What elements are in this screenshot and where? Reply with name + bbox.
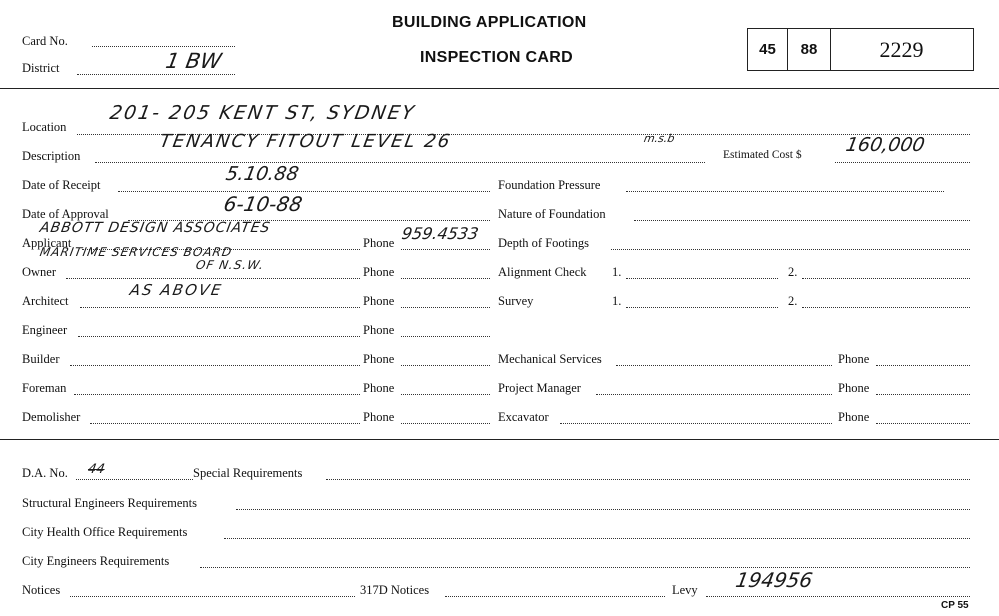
- applicant-label: Applicant: [22, 236, 72, 250]
- district-value: 1 BW: [163, 49, 224, 73]
- da-no-label: D.A. No.: [22, 466, 68, 480]
- project-manager-label: Project Manager: [498, 381, 581, 395]
- alignment-check-1-line: [626, 278, 778, 279]
- form-title-line2: INSPECTION CARD: [420, 49, 573, 66]
- depth-of-footings-label: Depth of Footings: [498, 236, 589, 250]
- alignment-check-2-line: [802, 278, 970, 279]
- ref-box-3: 2229: [879, 36, 924, 62]
- card-no-line: [92, 46, 235, 47]
- special-requirements-label: Special Requirements: [193, 466, 303, 480]
- levy-line: [706, 596, 970, 597]
- description-line: [95, 162, 705, 163]
- da-no-value: 44: [86, 462, 106, 477]
- city-engineers-label: City Engineers Requirements: [22, 554, 170, 568]
- date-of-receipt-label: Date of Receipt: [22, 178, 101, 192]
- architect-label: Architect: [22, 294, 69, 308]
- date-of-approval-label: Date of Approval: [22, 207, 109, 221]
- notices-line: [70, 596, 355, 597]
- foreman-line: [74, 394, 360, 395]
- owner-phone-label: Phone: [363, 265, 395, 279]
- demolisher-line: [90, 423, 360, 424]
- survey-2-line: [802, 307, 970, 308]
- special-requirements-line: [326, 479, 970, 480]
- owner-value-line2: OF N.S.W.: [194, 258, 266, 272]
- foundation-pressure-label: Foundation Pressure: [498, 178, 601, 192]
- ref-box-2: 88: [788, 29, 831, 70]
- survey-1-label: 1.: [612, 294, 622, 308]
- notices-label: Notices: [22, 583, 61, 597]
- alignment-check-2-label: 2.: [788, 265, 798, 279]
- da-no-line: [76, 479, 193, 480]
- mechanical-services-line: [616, 365, 832, 366]
- foundation-pressure-line: [626, 191, 944, 192]
- card-no-label: Card No.: [22, 34, 68, 48]
- form-code: CP 55: [941, 600, 969, 611]
- applicant-value: ABBOTT DESIGN ASSOCIATES: [38, 220, 272, 236]
- mechanical-phone-label: Phone: [838, 352, 870, 366]
- levy-label: Levy: [672, 583, 698, 597]
- foreman-phone-label: Phone: [363, 381, 395, 395]
- builder-line: [70, 365, 360, 366]
- city-health-label: City Health Office Requirements: [22, 525, 188, 539]
- estimated-cost-value: 160,000: [844, 134, 927, 156]
- applicant-phone-line: [401, 249, 490, 250]
- builder-phone-label: Phone: [363, 352, 395, 366]
- owner-phone-line: [401, 278, 490, 279]
- date-of-approval-value: 6-10-88: [221, 192, 305, 216]
- alignment-check-1-label: 1.: [612, 265, 622, 279]
- section-divider-top: [0, 88, 999, 89]
- project-manager-phone-line: [876, 394, 970, 395]
- excavator-line: [560, 423, 832, 424]
- survey-label: Survey: [498, 294, 534, 308]
- depth-of-footings-line: [611, 249, 970, 250]
- engineer-line: [78, 336, 360, 337]
- excavator-phone-line: [876, 423, 970, 424]
- estimated-cost-line: [835, 162, 970, 163]
- location-label: Location: [22, 120, 67, 134]
- levy-value: 194956: [733, 568, 815, 592]
- mechanical-services-label: Mechanical Services: [498, 352, 602, 366]
- owner-line: [66, 278, 360, 279]
- architect-line: [80, 307, 360, 308]
- city-engineers-line: [200, 567, 970, 568]
- applicant-phone-value: 959.4533: [400, 224, 481, 243]
- estimated-cost-label: Estimated Cost $: [723, 149, 802, 161]
- excavator-label: Excavator: [498, 410, 549, 424]
- description-value: TENANCY FITOUT LEVEL 26: [158, 131, 454, 152]
- architect-value: AS ABOVE: [128, 281, 225, 299]
- owner-label: Owner: [22, 265, 57, 279]
- section-divider-bottom: [0, 439, 999, 440]
- excavator-phone-label: Phone: [838, 410, 870, 424]
- date-of-receipt-value: 5.10.88: [224, 163, 301, 185]
- ref-box-1: 45: [748, 29, 788, 70]
- alignment-check-label: Alignment Check: [498, 265, 587, 279]
- demolisher-phone-line: [401, 423, 490, 424]
- engineer-phone-label: Phone: [363, 323, 395, 337]
- description-label: Description: [22, 149, 81, 163]
- foreman-label: Foreman: [22, 381, 67, 395]
- notices-317d-line: [445, 596, 665, 597]
- applicant-phone-label: Phone: [363, 236, 395, 250]
- structural-engineers-label: Structural Engineers Requirements: [22, 496, 197, 510]
- notices-317d-label: 317D Notices: [360, 583, 430, 597]
- city-health-line: [224, 538, 970, 539]
- architect-phone-label: Phone: [363, 294, 395, 308]
- nature-of-foundation-label: Nature of Foundation: [498, 207, 606, 221]
- demolisher-label: Demolisher: [22, 410, 81, 424]
- structural-engineers-line: [236, 509, 970, 510]
- reference-number-box: [747, 28, 974, 71]
- architect-phone-line: [401, 307, 490, 308]
- foreman-phone-line: [401, 394, 490, 395]
- demolisher-phone-label: Phone: [363, 410, 395, 424]
- district-label: District: [22, 61, 60, 75]
- project-manager-phone-label: Phone: [838, 381, 870, 395]
- description-initials: m.s.b: [642, 132, 676, 145]
- engineer-phone-line: [401, 336, 490, 337]
- nature-of-foundation-line: [634, 220, 970, 221]
- builder-label: Builder: [22, 352, 60, 366]
- builder-phone-line: [401, 365, 490, 366]
- location-value: 201- 205 KENT ST, SYDNEY: [108, 102, 418, 124]
- mechanical-phone-line: [876, 365, 970, 366]
- survey-1-line: [626, 307, 778, 308]
- engineer-label: Engineer: [22, 323, 68, 337]
- survey-2-label: 2.: [788, 294, 798, 308]
- owner-value-line1: MARITIME SERVICES BOARD: [38, 245, 234, 259]
- project-manager-line: [596, 394, 832, 395]
- district-line: [77, 74, 235, 75]
- form-title-line1: BUILDING APPLICATION: [392, 14, 587, 31]
